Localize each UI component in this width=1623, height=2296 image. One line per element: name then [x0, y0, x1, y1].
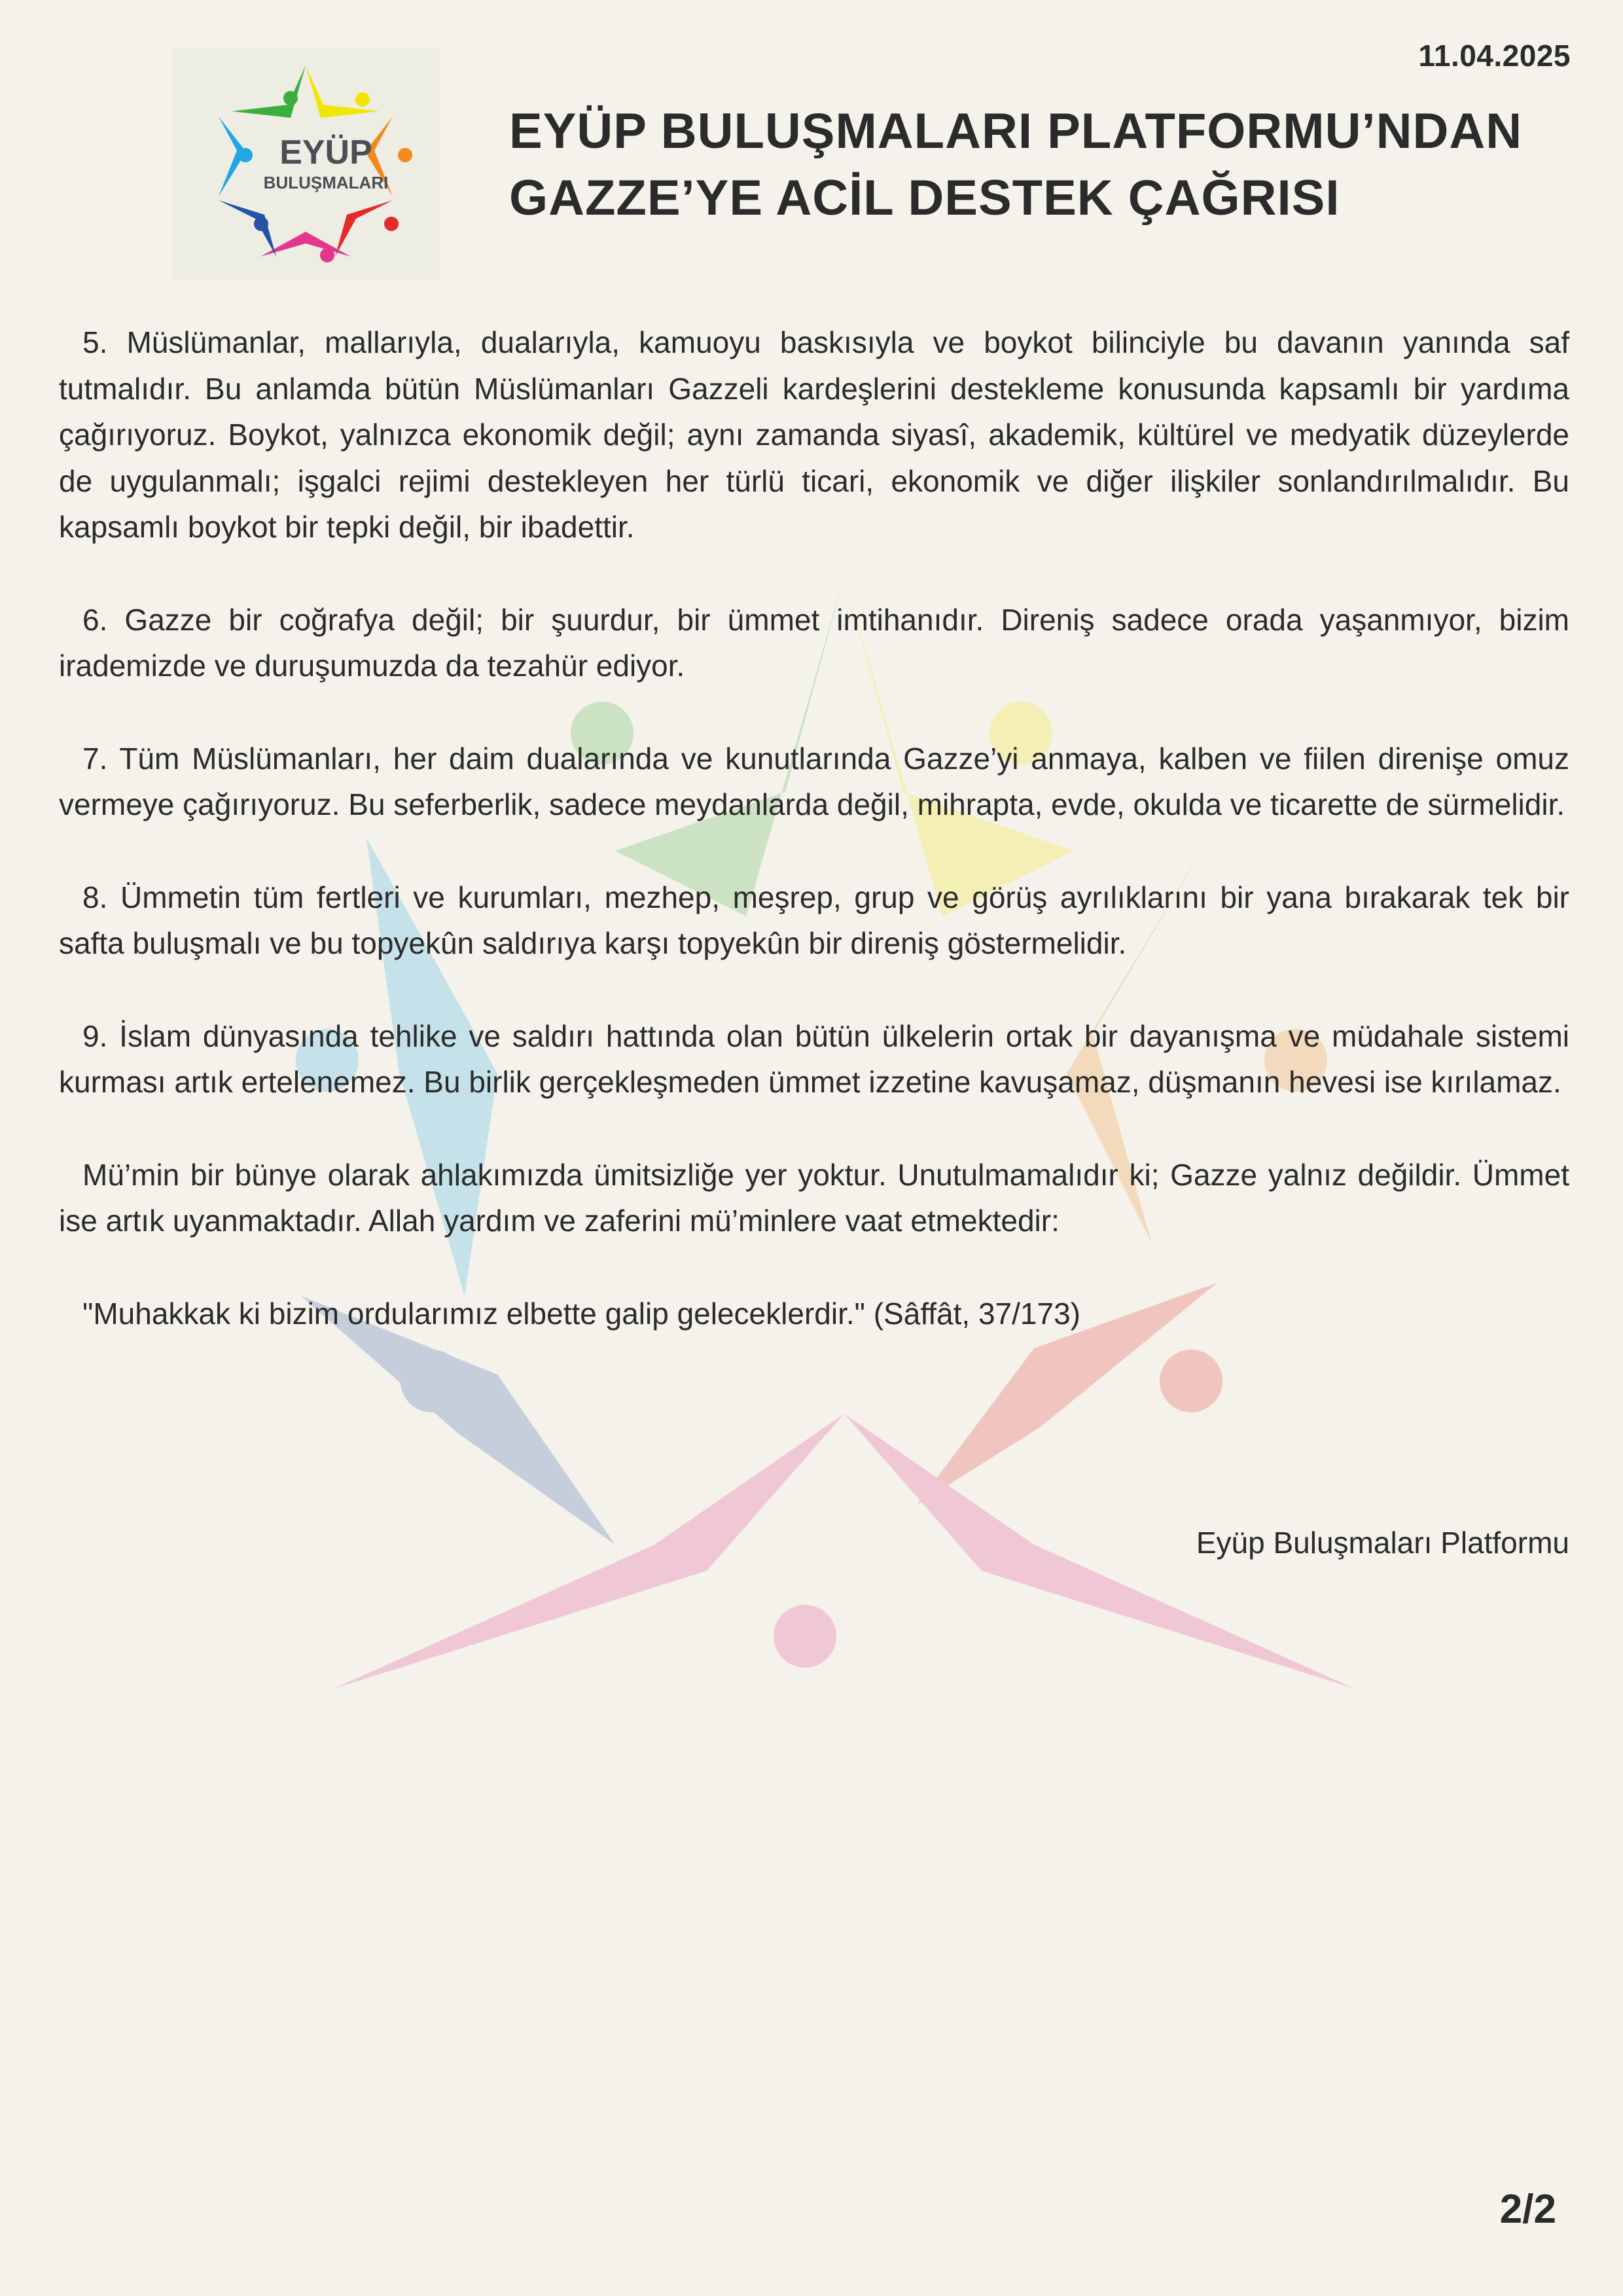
quran-quote: "Muhakkak ki bizim ordularımız elbette galip geleceklerdir." (Sâffât, 37/173): [82, 1296, 1080, 1331]
logo-text-line2: BULUŞMALARI: [263, 173, 389, 192]
paragraph-5: 5. Müslümanlar, mallarıyla, dualarıyla, kamuoyu baskısıyla ve boykot bilinciyle bu davanın yanında saf tutmalıdır. Bu anlamda bütün Müslümanları Gazzeli kardeşlerini destekleme konusunda kapsamlı bir yardıma çağırıyoruz. Boykot, yalnızca ekonomik değil; aynı zamanda siyasî, akademik, kültürel ve medyatik düzeylerde de uygulanmalı; işgalci rejimi destekleyen her türlü ticari, ekonomik ve diğer ilişkiler sonlandırılmalıdır. Bu kapsamlı boykot bir tepki değil, bir ibadettir.: [59, 325, 1569, 544]
title-line-2: GAZZE’YE ACİL DESTEK ÇAĞRISI: [509, 170, 1340, 226]
signature: Eyüp Buluşmaları Platformu: [1196, 1526, 1569, 1560]
star-people-logo-icon: [171, 47, 440, 280]
logo-text-line1: EYÜP: [279, 134, 372, 171]
paragraph-8: 8. Ümmetin tüm fertleri ve kurumları, mezhep, meşrep, grup ve görüş ayrılıklarını bir yana bırakarak tek bir safta buluşmalı ve bu topyekûn saldırıya karşı topyekûn bir direniş göstermelidir.: [59, 880, 1569, 960]
title-line-1: EYÜP BULUŞMALARI PLATFORMU’NDAN: [509, 103, 1523, 159]
paragraph-7: 7. Tüm Müslümanları, her daim dualarında ve kunutlarında Gazze’yi anmaya, kalben ve fiilen direnişe omuz vermeye çağırıyoruz. Bu seferberlik, sadece meydanlarda değil, mihrapta, evde, okulda ve ticarette de sürmelidir.: [59, 741, 1569, 821]
page-title: [509, 98, 1556, 232]
document-date: 11.04.2025: [1418, 39, 1571, 73]
organization-logo: [171, 47, 440, 280]
paragraph-6: 6. Gazze bir coğrafya değil; bir şuurdur, bir ümmet imtihanıdır. Direniş sadece orada yaşanmıyor, bizim irademizde ve duruşumuzda da tezahür ediyor.: [59, 602, 1569, 683]
paragraph-9: 9. İslam dünyasında tehlike ve saldırı hattında olan bütün ülkelerin ortak bir dayanışma ve müdahale sistemi kurması artık ertelenemez. Bu birlik gerçekleşmeden ümmet izzetine kavuşamaz, düşmanın hevesi ise kırılamaz.: [59, 1018, 1569, 1099]
page-number: 2/2: [1499, 2187, 1556, 2232]
document-body: [59, 319, 1569, 1383]
closing-paragraph: Mü’min bir bünye olarak ahlakımızda ümitsizliğe yer yoktur. Unutulmamalıdır ki; Gazze yalnız değildir. Ümmet ise artık uyanmaktadır. Allah yardım ve zaferini mü’minlere vaat etmektedir:: [59, 1157, 1569, 1238]
